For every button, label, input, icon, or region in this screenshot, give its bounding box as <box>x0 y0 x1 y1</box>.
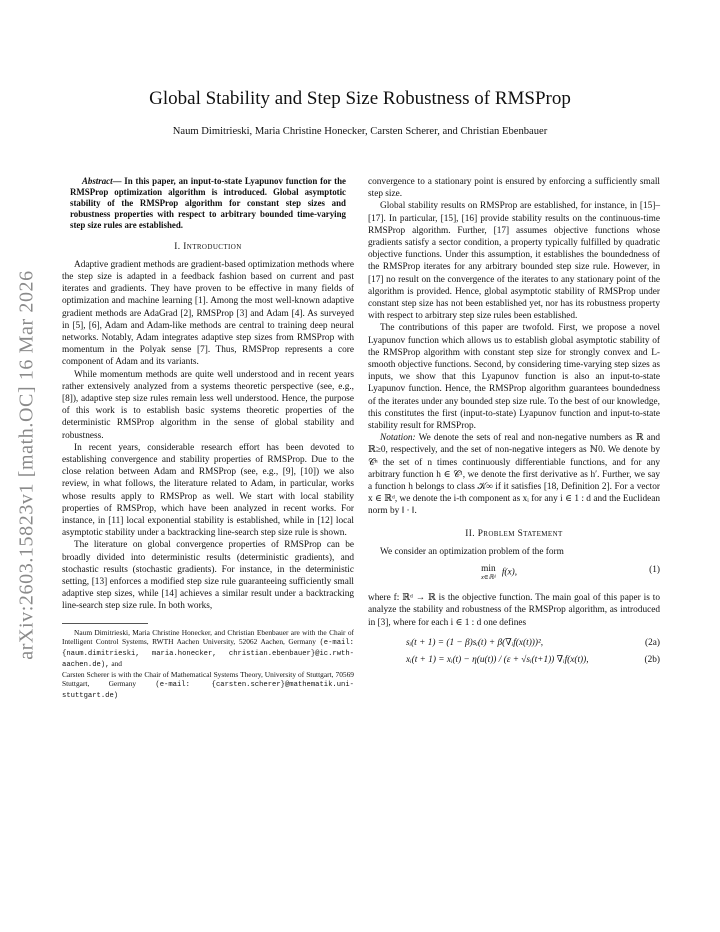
right-column <box>368 176 660 671</box>
footnote-rule <box>62 623 148 624</box>
paper-authors: Naum Dimitrieski, Maria Christine Honecker, Carsten Scherer, and Christian Ebenbauer <box>172 126 548 137</box>
equation-2a <box>368 637 660 652</box>
section-heading-problem-statement: II. Problem Statement <box>465 528 563 539</box>
paper-title: Global Stability and Step Size Robustness of RMSProp <box>149 88 571 109</box>
right-paragraph-3: The contributions of this paper are twofold. First, we propose a novel Lyapunov function which allows us to establish global asymptotic stability of the RMSProp algorithm with constant step size for strongly convex and L-smooth objective functions. Second, by considering time-varying step sizes as inputs, we show that this Lyapunov function is also an input-to-state Lyapunov function. Hence, the RMSProp algorithm guarantees boundedness of the iterates under any bounded step size rule. To the best of our knowledge, this constitutes the first (input-to-state) Lyapunov function and input-to-state stability result for RMSProp. <box>368 323 660 432</box>
footnote-affiliation-2 <box>62 670 354 701</box>
abstract-text: — In this paper, an input-to-state Lyapunov function for the RMSProp optimization algorithm is introduced. Global asymptotic stability of the RMSProp algorithm for constant step sizes and robustness properties with respect to arbitrary bounded time-varying step size rules are established. <box>70 176 346 230</box>
abstract-lead: Abstract <box>82 176 113 186</box>
intro-paragraph-3: In recent years, considerable research effort has been devoted to establishing convergence and stability properties of RMSProp. Due to the close relation between Adam and RMSProp (see, e.g., [9], [10]) we also review, in what follows, the literature related to Adam, in particular, works whose results apply to RMSProp as well. We start with local stability properties of RMSProp, which have been analyzed in recent works. For instance, in [11] local exponential stability is established, while in [12] local asymptotic stability under a backtracking line-search step size rule is shown. <box>62 442 354 539</box>
equation-1-number: (1) <box>649 565 660 576</box>
notation-paragraph <box>368 432 660 517</box>
equation-1-body <box>368 564 630 581</box>
footnote-line-2: Carsten Scherer is with the Chair of Mathematical Systems Theory, University of Stuttgart, 70569 Stuttgart, Germany <box>62 669 354 688</box>
equation-1-min <box>481 564 496 581</box>
footnote-affiliation-1 <box>62 628 354 670</box>
footnote-email-1: (e-mail: {naum.dimitrieski, maria.honecker, christian.ebenbauer}@ic.rwth-aachen.de), <box>62 638 354 669</box>
equation-1 <box>368 564 660 586</box>
equation-1-expression: f(x), <box>501 567 518 578</box>
footnote-email-2: (e-mail: {carsten.scherer}@mathematik.uni-stuttgart.de) <box>62 680 354 700</box>
right-paragraph-1: convergence to a stationary point is ensured by enforcing a sufficiently small step size. <box>368 177 660 200</box>
right-paragraph-2: Global stability results on RMSProp are established, for instance, in [15]–[17]. In particular, [15], [16] provide stability results on the continuous-time RMSProp algorithm. Further, [17] assumes objective functions whose gradients satisfy a sector condition, a property typically fulfilled by quadratic objective functions. Under this assumption, it establishes the boundedness of the RMSProp iterates for any arbitrary bounded step size rule. However, in [17] no result on the convergence of the iterates to any stationary point of the algorithm is provided. Hence, global asymptotic stability of RMSProp under constant step size has not been established yet, nor has its robustness property with respect to arbitrary step size rules been established. <box>368 201 660 322</box>
section-heading-introduction: I. Introduction <box>174 241 242 252</box>
equation-2b-body: xᵢ(t + 1) = xᵢ(t) − η(u(t)) / (ε + √sᵢ(t+1)) ∇ᵢf(x(t)), <box>406 654 589 665</box>
notation-label: Notation: <box>380 433 416 444</box>
equation-2b <box>368 654 660 669</box>
abstract <box>62 176 354 231</box>
footnote-and: and <box>111 658 122 668</box>
equation-2b-number: (2b) <box>644 654 660 665</box>
arxiv-stamp <box>4 245 50 685</box>
arxiv-stamp-text: arXiv:2603.15823v1 [math.OC] 16 Mar 2026 <box>15 270 38 660</box>
footnote-line-1: Naum Dimitrieski, Maria Christine Honecker, and Christian Ebenbauer are with the Chair of Intelligent Control Systems, RWTH Aachen University, 52062 Aachen, Germany <box>62 627 354 646</box>
right-paragraph-4: We consider an optimization problem of the form <box>380 546 564 557</box>
intro-paragraph-1: Adaptive gradient methods are gradient-based optimization methods where the step size is adapted in a feedback fashion based on current and past iterates and gradients. They have proven to be effective in many fields of optimization and machine learning [1]. Among the most well-known adaptive gradient methods are AdaGrad [2], RMSProp [3] and Adam [4]. As surveyed in [5], [6], Adam and Adam-like methods are central to training deep neural networks. Notably, Adam integrates adaptive step sizes from RMSProp with momentum in the Polyak sense [7]. Thus, RMSProp represents a core component of Adam and its variants. <box>62 259 354 368</box>
notation-text: We denote the sets of real and non-negative numbers as ℝ and ℝ≥0, respectively, and the set of non-negative integers as ℕ0. We denote by 𝒞ⁿ the set of n times continuously differentiable functions, and for any arbitrary function h ∈ 𝒞¹, we denote the first derivative as h′. Further, we say a function h belongs to class 𝒦∞ if it satisfies [18, Definition 2]. For a vector x ∈ ℝᵈ, we denote the i-th component as xᵢ for any i ∈ 1 : d and the Euclidean norm by ‖ · ‖. <box>368 433 660 517</box>
intro-paragraph-4: The literature on global convergence properties of RMSProp can be broadly divided into deterministic results (deterministic gradients), and stochastic results (stochastic gradients). For instance, in the deterministic setting, [13] enforces a modified step size rule guaranteeing sufficiently small adaptive step sizes, while [14] achieves a similar result under a backtracking line-search step size rule. In both works, <box>62 540 354 612</box>
left-column <box>62 176 354 701</box>
equation-1-min-label: min <box>481 564 496 575</box>
equation-2a-body: sᵢ(t + 1) = (1 − β)sᵢ(t) + β(∇ᵢf(x(t)))², <box>406 637 544 648</box>
right-paragraph-5: where f: ℝᵈ → ℝ is the objective function. The main goal of this paper is to analyze the stability and robustness of the RMSProp algorithm, as introduced in [3], where for each i ∈ 1 : d one defines <box>368 593 660 628</box>
equation-2a-number: (2a) <box>645 637 660 648</box>
intro-paragraph-2: While momentum methods are quite well understood and in recent years rather extensively analyzed from a systems theoretic perspective (see, e.g., [8]), adaptive step size rules remain less well understood. Hence, the purpose of this work is to establish basic systems theoretic properties of the deterministic RMSProp algorithm in the sense of global stability and robustness. <box>62 369 354 441</box>
equation-1-min-sub: x∈ℝᵈ <box>480 574 496 582</box>
